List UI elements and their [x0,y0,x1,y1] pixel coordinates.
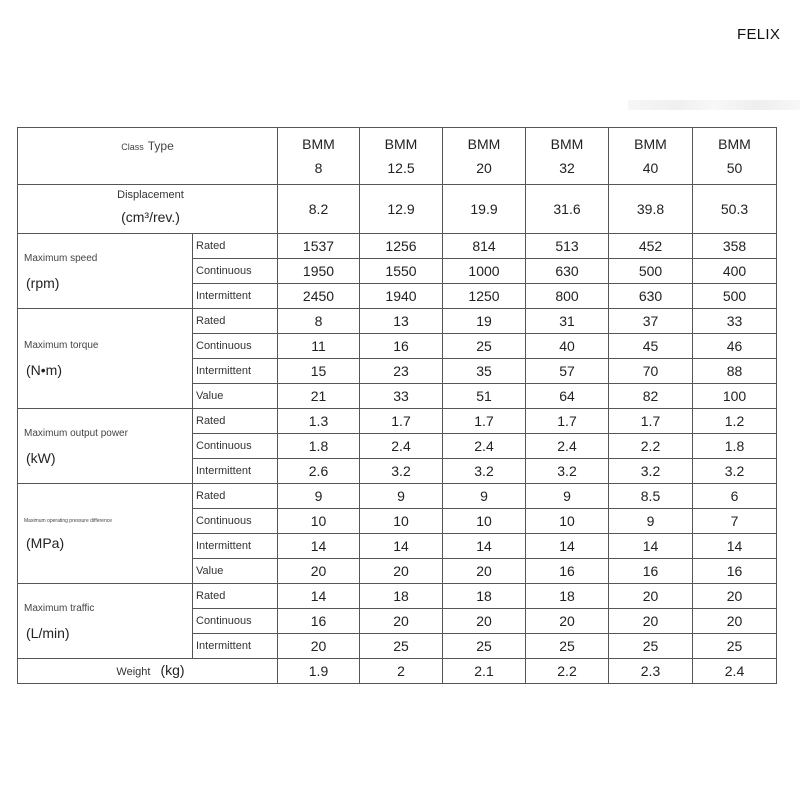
sub-label: Intermittent [193,534,278,559]
value-cell: 25 [360,634,443,659]
sub-label: Value [193,559,278,584]
value-cell: 20 [609,584,693,609]
value-cell: 20 [278,634,360,659]
sub-label: Intermittent [193,359,278,384]
displacement-value: 8.2 [278,185,360,234]
group-unit: (L/min) [26,624,70,641]
value-cell: 1250 [443,284,526,309]
value-cell: 3.2 [609,459,693,484]
displacement-value: 39.8 [609,185,693,234]
value-cell: 9 [526,484,609,509]
value-cell: 1.7 [526,409,609,434]
spec-row [18,484,777,509]
value-cell: 2.4 [443,434,526,459]
sub-label: Continuous [193,259,278,284]
value-cell: 1000 [443,259,526,284]
group-label-cell [18,309,193,409]
model-size: 32 [559,160,575,176]
weight-value: 2.4 [693,659,777,684]
model-name: BMM [302,136,335,152]
value-cell: 10 [443,509,526,534]
weight-value: 1.9 [278,659,360,684]
sub-label: Continuous [193,609,278,634]
displacement-row [18,185,777,234]
group-label: Maximum operating pressure difference [24,517,113,524]
value-cell: 33 [693,309,777,334]
sub-label: Value [193,384,278,409]
value-cell: 70 [609,359,693,384]
value-cell: 2.6 [278,459,360,484]
value-cell: 9 [360,484,443,509]
value-cell: 25 [609,634,693,659]
weight-label: Weight [116,666,151,678]
sub-label: Intermittent [193,459,278,484]
value-cell: 88 [693,359,777,384]
spec-row [18,309,777,334]
sub-label: Rated [193,484,278,509]
value-cell: 3.2 [443,459,526,484]
displacement-value: 50.3 [693,185,777,234]
group-label: Maximum torque [24,340,99,351]
value-cell: 11 [278,334,360,359]
displacement-unit: (cm³/rev.) [121,209,180,225]
value-cell: 1.7 [443,409,526,434]
value-cell: 20 [526,609,609,634]
value-cell: 630 [609,284,693,309]
group-unit: (rpm) [26,274,60,291]
value-cell: 46 [693,334,777,359]
value-cell: 64 [526,384,609,409]
value-cell: 16 [526,559,609,584]
value-cell: 1537 [278,234,360,259]
value-cell: 2450 [278,284,360,309]
value-cell: 8 [278,309,360,334]
value-cell: 16 [609,559,693,584]
value-cell: 2.2 [609,434,693,459]
value-cell: 1.8 [278,434,360,459]
value-cell: 25 [443,334,526,359]
sub-label: Continuous [193,509,278,534]
sub-label: Rated [193,584,278,609]
value-cell: 100 [693,384,777,409]
group-label-cell [18,484,193,584]
displacement-value: 31.6 [526,185,609,234]
value-cell: 3.2 [360,459,443,484]
value-cell: 14 [360,534,443,559]
sub-label: Rated [193,309,278,334]
model-name: BMM [384,136,418,152]
model-size: 50 [726,160,743,176]
value-cell: 20 [693,584,777,609]
value-cell: 16 [278,609,360,634]
value-cell: 20 [360,609,443,634]
weight-value: 2.3 [609,659,693,684]
group-label-cell [18,234,193,309]
value-cell: 14 [526,534,609,559]
model-header [609,128,693,185]
displacement-value: 12.9 [360,185,443,234]
displacement-label: Displacement [117,189,184,201]
value-cell: 1.8 [693,434,777,459]
value-cell: 8.5 [609,484,693,509]
value-cell: 1.7 [360,409,443,434]
group-label-cell [18,584,193,659]
faint-scan-artifact [628,100,800,110]
value-cell: 20 [443,559,526,584]
sub-label: Continuous [193,434,278,459]
value-cell: 2.4 [360,434,443,459]
displacement-value: 19.9 [443,185,526,234]
value-cell: 2.4 [526,434,609,459]
value-cell: 25 [443,634,526,659]
value-cell: 1550 [360,259,443,284]
value-cell: 25 [693,634,777,659]
value-cell: 51 [443,384,526,409]
value-cell: 20 [693,609,777,634]
value-cell: 14 [609,534,693,559]
value-cell: 358 [693,234,777,259]
value-cell: 13 [360,309,443,334]
value-cell: 33 [360,384,443,409]
value-cell: 45 [609,334,693,359]
weight-label-cell [18,659,278,684]
sub-label: Rated [193,234,278,259]
spec-row [18,584,777,609]
value-cell: 20 [443,609,526,634]
class-type-header [18,128,278,185]
group-unit: (MPa) [26,534,65,551]
value-cell: 16 [360,334,443,359]
value-cell: 18 [443,584,526,609]
value-cell: 3.2 [693,459,777,484]
sub-label: Rated [193,409,278,434]
displacement-label-cell [18,185,278,234]
model-header [693,128,777,185]
spec-row [18,234,777,259]
weight-value: 2 [360,659,443,684]
value-cell: 9 [443,484,526,509]
value-cell: 14 [278,584,360,609]
spec-row [18,409,777,434]
value-cell: 500 [609,259,693,284]
value-cell: 35 [443,359,526,384]
value-cell: 25 [526,634,609,659]
value-cell: 7 [693,509,777,534]
model-size: 8 [314,160,323,176]
model-header [360,128,443,185]
model-size: 20 [476,160,492,176]
value-cell: 19 [443,309,526,334]
brand-logo-text: FELIX [737,26,781,43]
value-cell: 400 [693,259,777,284]
value-cell: 10 [526,509,609,534]
value-cell: 37 [609,309,693,334]
sub-label: Continuous [193,334,278,359]
value-cell: 57 [526,359,609,384]
value-cell: 10 [360,509,443,534]
value-cell: 16 [693,559,777,584]
type-label: Type [147,139,174,153]
value-cell: 452 [609,234,693,259]
value-cell: 513 [526,234,609,259]
value-cell: 20 [360,559,443,584]
value-cell: 1.3 [278,409,360,434]
value-cell: 15 [278,359,360,384]
value-cell: 10 [278,509,360,534]
model-size: 40 [642,160,659,176]
sub-label: Intermittent [193,634,278,659]
model-header [278,128,360,185]
value-cell: 14 [693,534,777,559]
group-unit: (kW) [26,449,56,466]
group-label: Maximum traffic [24,602,95,614]
sub-label: Intermittent [193,284,278,309]
header-row [18,128,777,185]
group-unit: (N•m) [26,362,62,378]
value-cell: 9 [609,509,693,534]
group-label: Maximum speed [24,252,98,264]
model-name: BMM [634,136,667,152]
value-cell: 21 [278,384,360,409]
value-cell: 6 [693,484,777,509]
value-cell: 1950 [278,259,360,284]
value-cell: 1.7 [609,409,693,434]
spec-table [17,127,777,684]
group-label-cell [18,409,193,484]
model-header [526,128,609,185]
value-cell: 20 [278,559,360,584]
group-label: Maximum output power [24,427,128,439]
value-cell: 800 [526,284,609,309]
weight-value: 2.1 [443,659,526,684]
weight-row [18,659,777,684]
model-size: 12.5 [387,160,415,176]
class-label: Class [121,142,144,152]
model-name: BMM [718,136,751,152]
value-cell: 18 [360,584,443,609]
model-name: BMM [467,136,501,152]
model-name: BMM [550,136,584,152]
weight-value: 2.2 [526,659,609,684]
value-cell: 3.2 [526,459,609,484]
value-cell: 9 [278,484,360,509]
value-cell: 14 [443,534,526,559]
value-cell: 1.2 [693,409,777,434]
value-cell: 23 [360,359,443,384]
value-cell: 630 [526,259,609,284]
value-cell: 20 [609,609,693,634]
value-cell: 18 [526,584,609,609]
value-cell: 814 [443,234,526,259]
value-cell: 500 [693,284,777,309]
value-cell: 82 [609,384,693,409]
value-cell: 14 [278,534,360,559]
value-cell: 1256 [360,234,443,259]
weight-unit: (kg) [160,662,185,678]
value-cell: 40 [526,334,609,359]
value-cell: 31 [526,309,609,334]
model-header [443,128,526,185]
value-cell: 1940 [360,284,443,309]
